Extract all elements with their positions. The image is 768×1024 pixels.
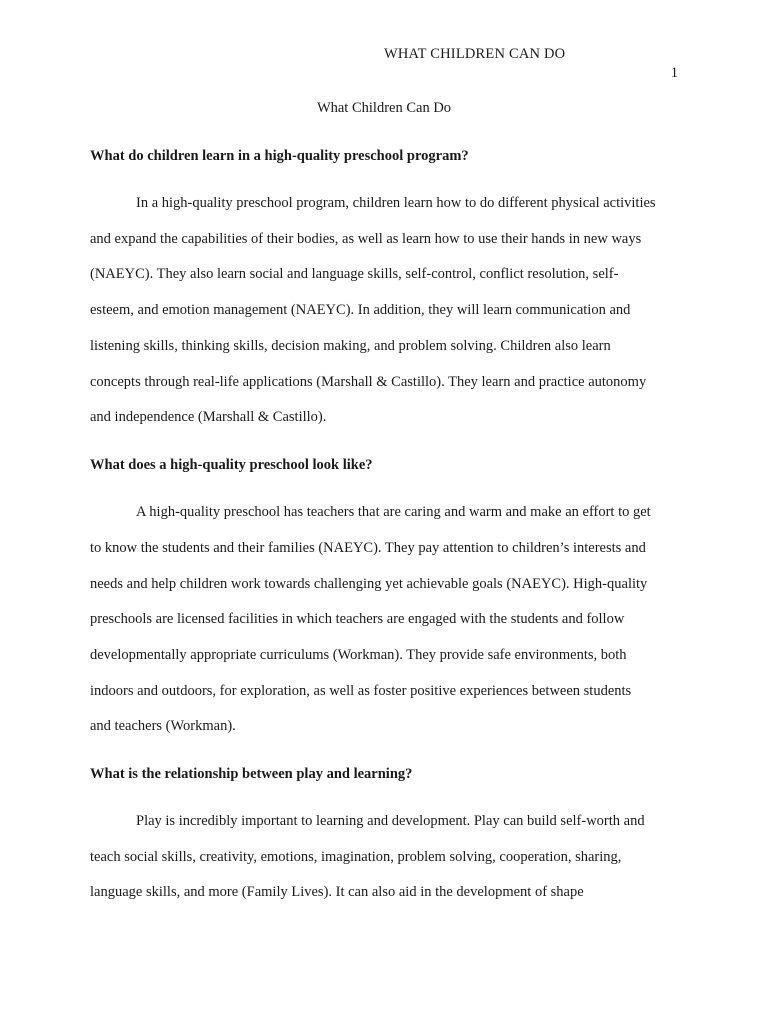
paragraph-line: In a high-quality preschool program, children learn how to do different physical activities [136, 195, 656, 211]
paragraph-line: listening skills, thinking skills, decision making, and problem solving. Children also learn [90, 338, 611, 354]
paragraph-line: (NAEYC). They also learn social and language skills, self-control, conflict resolution, self- [90, 266, 619, 282]
section-heading: What is the relationship between play and learning? [90, 766, 413, 782]
paragraph-line: esteem, and emotion management (NAEYC). In addition, they will learn communication and [90, 302, 631, 318]
document-title: What Children Can Do [316, 100, 452, 116]
paragraph-line: concepts through real-life applications (Marshall & Castillo). They learn and practice autonomy [90, 374, 647, 390]
paragraph-line: preschools are licensed facilities in which teachers are engaged with the students and follow [90, 611, 625, 627]
paragraph-line: and independence (Marshall & Castillo). [90, 409, 327, 425]
paragraph-line: Play is incredibly important to learning and development. Play can build self-worth and [136, 813, 645, 829]
page-number: 1 [670, 65, 678, 81]
section-heading: What do children learn in a high-quality preschool program? [90, 148, 469, 164]
paragraph-line: needs and help children work towards challenging yet achievable goals (NAEYC). High-quality [90, 576, 648, 592]
paragraph-line: and expand the capabilities of their bodies, as well as learn how to use their hands in new ways [90, 231, 642, 247]
running-head: WHAT CHILDREN CAN DO [384, 46, 566, 62]
paragraph-line: developmentally appropriate curriculums (Workman). They provide safe environments, both [90, 647, 627, 663]
paragraph-line: A high-quality preschool has teachers that are caring and warm and make an effort to get [136, 504, 651, 520]
paragraph-line: and teachers (Workman). [90, 718, 236, 734]
paragraph-line: to know the students and their families (NAEYC). They pay attention to children’s interests and [90, 540, 646, 556]
paragraph-line: teach social skills, creativity, emotions, imagination, problem solving, cooperation, sharing, [90, 849, 622, 865]
paragraph-line: indoors and outdoors, for exploration, as well as foster positive experiences between students [90, 683, 632, 699]
section-heading: What does a high-quality preschool look like? [90, 457, 373, 473]
paragraph-line: language skills, and more (Family Lives). It can also aid in the development of shape [90, 884, 584, 900]
